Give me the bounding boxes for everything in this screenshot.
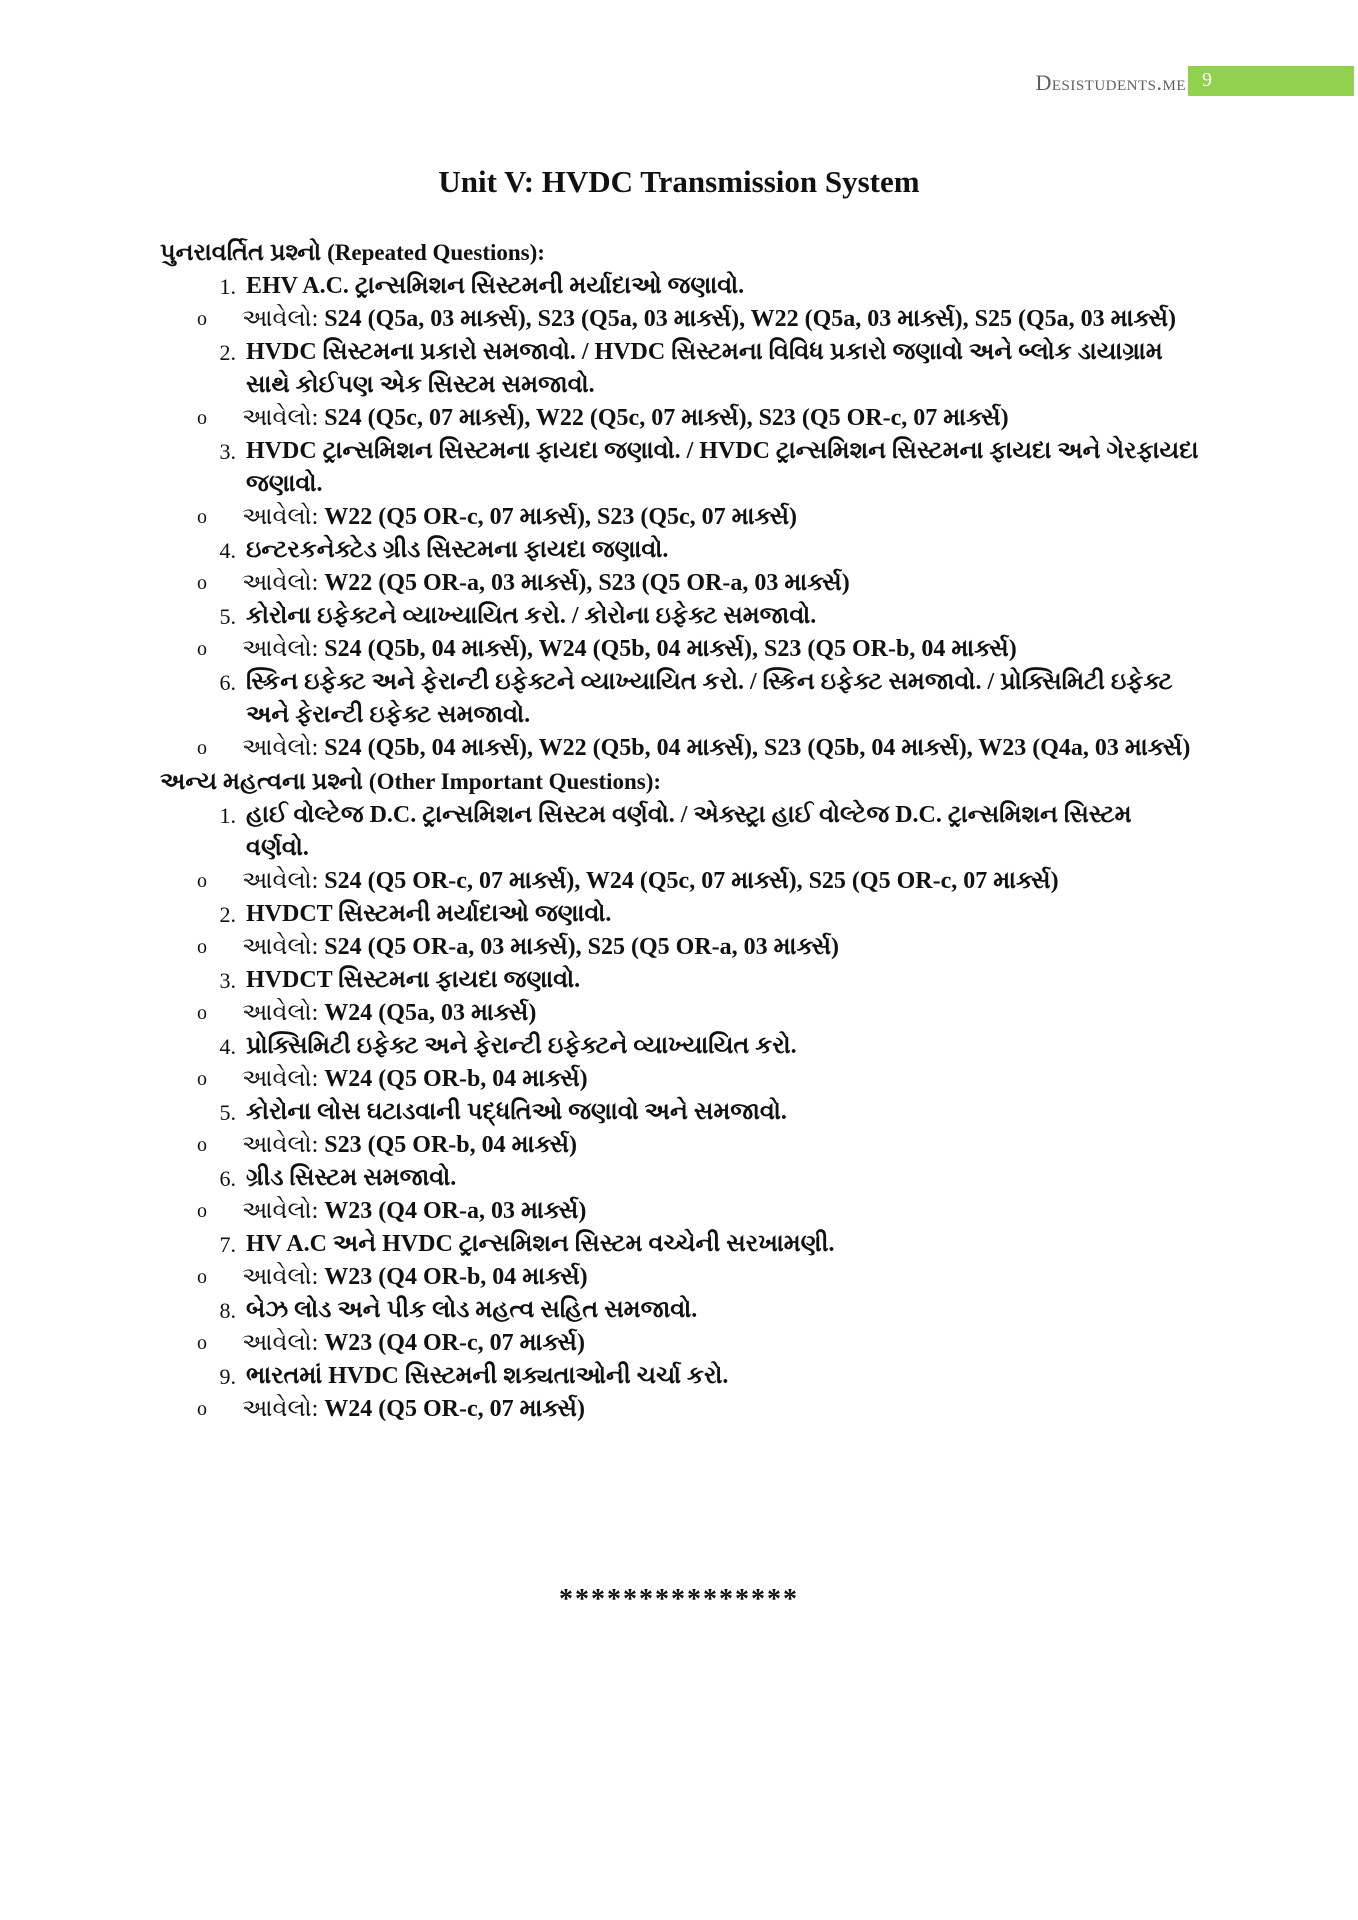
list-item xyxy=(160,534,1200,600)
question-text: સ્કિન ઇફેક્ટ અને ફેરાન્ટી ઇફેક્ટને વ્યાખ્યાયિત કરો. / સ્કિન ઇફેક્ટ સમજાવો. / પ્રોક્સિમિટી ઇફેક્ટ અને ફેરાન્ટી ઇફેક્ટ સમજાવો. xyxy=(246,669,1173,728)
list-item xyxy=(160,1294,1200,1360)
question xyxy=(160,1162,1200,1195)
circle-bullet-icon: o xyxy=(197,936,207,958)
question-number: 5. xyxy=(219,604,236,629)
document-body xyxy=(160,236,1200,1426)
question-text: ભારતમાં HVDC સિસ્ટમની શક્યતાઓની ચર્ચા કરો. xyxy=(246,1363,729,1389)
question xyxy=(160,534,1200,567)
circle-bullet-icon: o xyxy=(197,1068,207,1090)
question xyxy=(160,1228,1200,1261)
exam-reference xyxy=(160,732,1200,765)
exam-reference xyxy=(160,997,1200,1030)
appeared-label: આવેલો: xyxy=(242,1264,319,1290)
question-text: HVDCT સિસ્ટમના ફાયદા જણાવો. xyxy=(246,967,581,993)
question-text: HVDCT સિસ્ટમની મર્યાદાઓ જણાવો. xyxy=(246,901,612,927)
question-text: HVDC ટ્રાન્સમિશન સિસ્ટમના ફાયદા જણાવો. / HVDC ટ્રાન્સમિશન સિસ્ટમના ફાયદા અને ગેરફાયદા જણાવો. xyxy=(246,438,1199,497)
question-text: ગ્રીડ સિસ્ટમ સમજાવો. xyxy=(246,1165,457,1191)
appeared-label: આવેલો: xyxy=(242,1396,319,1422)
question-text: HVDC સિસ્ટમના પ્રકારો સમજાવો. / HVDC સિસ્ટમના વિવિધ પ્રકારો જણાવો અને બ્લોક ડાયાગ્રામ સાથે કોઈપણ એક સિસ્ટમ સમજાવો. xyxy=(246,339,1163,398)
circle-bullet-icon: o xyxy=(197,1002,207,1024)
list-item xyxy=(160,600,1200,666)
circle-bullet-icon: o xyxy=(197,870,207,892)
exam-reference-text: S24 (Q5a, 03 માર્ક્સ), S23 (Q5a, 03 માર્ક્સ), W22 (Q5a, 03 માર્ક્સ), S25 (Q5a, 03 માર્ક્સ) xyxy=(324,306,1177,332)
circle-bullet-icon: o xyxy=(197,572,207,594)
question-number: 4. xyxy=(219,1034,236,1059)
circle-bullet-icon: o xyxy=(197,638,207,660)
question-text: HV A.C અને HVDC ટ્રાન્સમિશન સિસ્ટમ વચ્ચેની સરખામણી. xyxy=(246,1231,835,1257)
appeared-label: આવેલો: xyxy=(242,1132,319,1158)
list-item xyxy=(160,1030,1200,1096)
exam-reference xyxy=(160,1063,1200,1096)
circle-bullet-icon: o xyxy=(197,1134,207,1156)
question-number: 1. xyxy=(219,274,236,299)
question xyxy=(160,1360,1200,1393)
exam-reference xyxy=(160,1393,1200,1426)
exam-reference-text: W24 (Q5 OR-b, 04 માર્ક્સ) xyxy=(324,1066,588,1092)
question xyxy=(160,435,1200,501)
other-questions-list xyxy=(160,799,1200,1426)
circle-bullet-icon: o xyxy=(197,737,207,759)
appeared-label: આવેલો: xyxy=(242,1198,319,1224)
appeared-label: આવેલો: xyxy=(242,1066,319,1092)
question-text: કોરોના લોસ ઘટાડવાની પદ્ધતિઓ જણાવો અને સમજાવો. xyxy=(246,1099,787,1125)
repeated-questions-heading xyxy=(160,236,1200,270)
page-number-box xyxy=(1188,66,1354,96)
repeated-questions-list xyxy=(160,270,1200,765)
page-title: Unit V: HVDC Transmission System xyxy=(438,164,920,199)
exam-reference-text: W24 (Q5a, 03 માર્ક્સ) xyxy=(324,1000,537,1026)
exam-reference xyxy=(160,402,1200,435)
exam-reference xyxy=(160,1327,1200,1360)
appeared-label: આવેલો: xyxy=(242,1000,319,1026)
circle-bullet-icon: o xyxy=(197,506,207,528)
question-number: 3. xyxy=(219,968,236,993)
exam-reference-text: S24 (Q5 OR-c, 07 માર્ક્સ), W24 (Q5c, 07 માર્ક્સ), S25 (Q5 OR-c, 07 માર્ક્સ) xyxy=(324,868,1059,894)
question-number: 9. xyxy=(219,1364,236,1389)
list-item xyxy=(160,1162,1200,1228)
appeared-label: આવેલો: xyxy=(242,868,319,894)
exam-reference xyxy=(160,1261,1200,1294)
exam-reference-text: S24 (Q5c, 07 માર્ક્સ), W22 (Q5c, 07 માર્ક્સ), S23 (Q5 OR-c, 07 માર્ક્સ) xyxy=(324,405,1009,431)
section-heading-gujarati: અન્ય મહત્વના પ્રશ્નો xyxy=(160,769,363,795)
exam-reference xyxy=(160,865,1200,898)
question-text: કોરોના ઇફેક્ટને વ્યાખ્યાયિત કરો. / કોરોના ઇફેક્ટ સમજાવો. xyxy=(246,603,817,629)
question-text: પ્રોક્સિમિટી ઇફેક્ટ અને ફેરાન્ટી ઇફેક્ટને વ્યાખ્યાયિત કરો. xyxy=(246,1033,797,1059)
list-item xyxy=(160,336,1200,435)
appeared-label: આવેલો: xyxy=(242,405,319,431)
question-number: 1. xyxy=(219,803,236,828)
question xyxy=(160,600,1200,633)
question xyxy=(160,270,1200,303)
circle-bullet-icon: o xyxy=(197,1266,207,1288)
question xyxy=(160,964,1200,997)
question-number: 4. xyxy=(219,538,236,563)
list-item xyxy=(160,964,1200,1030)
list-item xyxy=(160,270,1200,336)
exam-reference-text: W22 (Q5 OR-c, 07 માર્ક્સ), S23 (Q5c, 07 માર્ક્સ) xyxy=(324,504,798,530)
list-item xyxy=(160,1360,1200,1426)
page-header xyxy=(0,62,1358,102)
page-number: 9 xyxy=(1202,69,1212,91)
appeared-label: આવેલો: xyxy=(242,504,319,530)
site-name: Desistudents.me xyxy=(1035,70,1186,95)
appeared-label: આવેલો: xyxy=(242,1330,319,1356)
appeared-label: આવેલો: xyxy=(242,570,319,596)
exam-reference-text: S24 (Q5b, 04 માર્ક્સ), W24 (Q5b, 04 માર્ક્સ), S23 (Q5 OR-b, 04 માર્ક્સ) xyxy=(324,636,1017,662)
section-heading-gujarati: પુનરાવર્તિત પ્રશ્નો xyxy=(160,240,322,266)
section-heading-english: (Other Important Questions): xyxy=(368,769,662,794)
question-number: 7. xyxy=(219,1232,236,1257)
question-text: ઇન્ટરકનેક્ટેડ ગ્રીડ સિસ્ટમના ફાયદા જણાવો. xyxy=(246,537,669,563)
exam-reference-text: S23 (Q5 OR-b, 04 માર્ક્સ) xyxy=(324,1132,578,1158)
list-item xyxy=(160,1228,1200,1294)
question xyxy=(160,799,1200,865)
question xyxy=(160,336,1200,402)
exam-reference-text: W23 (Q4 OR-c, 07 માર્ક્સ) xyxy=(324,1330,585,1356)
end-separator: *************** xyxy=(559,1584,799,1615)
circle-bullet-icon: o xyxy=(197,407,207,429)
exam-reference xyxy=(160,303,1200,336)
question xyxy=(160,898,1200,931)
question-number: 6. xyxy=(219,670,236,695)
circle-bullet-icon: o xyxy=(197,308,207,330)
question-number: 5. xyxy=(219,1100,236,1125)
question xyxy=(160,1030,1200,1063)
list-item xyxy=(160,666,1200,765)
list-item xyxy=(160,898,1200,964)
question-number: 3. xyxy=(219,439,236,464)
exam-reference xyxy=(160,633,1200,666)
list-item xyxy=(160,799,1200,898)
exam-reference-text: W23 (Q4 OR-a, 03 માર્ક્સ) xyxy=(324,1198,587,1224)
exam-reference-text: W23 (Q4 OR-b, 04 માર્ક્સ) xyxy=(324,1264,588,1290)
exam-reference-text: W24 (Q5 OR-c, 07 માર્ક્સ) xyxy=(324,1396,585,1422)
section-heading-english: (Repeated Questions): xyxy=(327,240,545,265)
question-number: 8. xyxy=(219,1298,236,1323)
exam-reference xyxy=(160,567,1200,600)
list-item xyxy=(160,1096,1200,1162)
other-questions-heading xyxy=(160,765,1200,799)
question-number: 6. xyxy=(219,1166,236,1191)
exam-reference xyxy=(160,1129,1200,1162)
circle-bullet-icon: o xyxy=(197,1332,207,1354)
exam-reference-text: S24 (Q5 OR-a, 03 માર્ક્સ), S25 (Q5 OR-a, 03 માર્ક્સ) xyxy=(324,934,840,960)
circle-bullet-icon: o xyxy=(197,1200,207,1222)
exam-reference-text: W22 (Q5 OR-a, 03 માર્ક્સ), S23 (Q5 OR-a, 03 માર્ક્સ) xyxy=(324,570,850,596)
question-number: 2. xyxy=(219,902,236,927)
exam-reference xyxy=(160,931,1200,964)
question xyxy=(160,666,1200,732)
question xyxy=(160,1294,1200,1327)
circle-bullet-icon: o xyxy=(197,1398,207,1420)
exam-reference-text: S24 (Q5b, 04 માર્ક્સ), W22 (Q5b, 04 માર્ક્સ), S23 (Q5b, 04 માર્ક્સ), W23 (Q4a, 03 માર્ક્સ) xyxy=(324,735,1191,761)
question-number: 2. xyxy=(219,340,236,365)
question-text: EHV A.C. ટ્રાન્સમિશન સિસ્ટમની મર્યાદાઓ જણાવો. xyxy=(246,273,745,299)
appeared-label: આવેલો: xyxy=(242,735,319,761)
question-text: હાઈ વોલ્ટેજ D.C. ટ્રાન્સમિશન સિસ્ટમ વર્ણવો. / એક્સ્ટ્રા હાઈ વોલ્ટેજ D.C. ટ્રાન્સમિશન સિસ્ટમ વર્ણવો. xyxy=(246,802,1132,861)
exam-reference xyxy=(160,1195,1200,1228)
appeared-label: આવેલો: xyxy=(242,934,319,960)
appeared-label: આવેલો: xyxy=(242,636,319,662)
appeared-label: આવેલો: xyxy=(242,306,319,332)
exam-reference xyxy=(160,501,1200,534)
list-item xyxy=(160,435,1200,534)
question-text: બેઝ લોડ અને પીક લોડ મહત્વ સહિત સમજાવો. xyxy=(246,1297,698,1323)
question xyxy=(160,1096,1200,1129)
